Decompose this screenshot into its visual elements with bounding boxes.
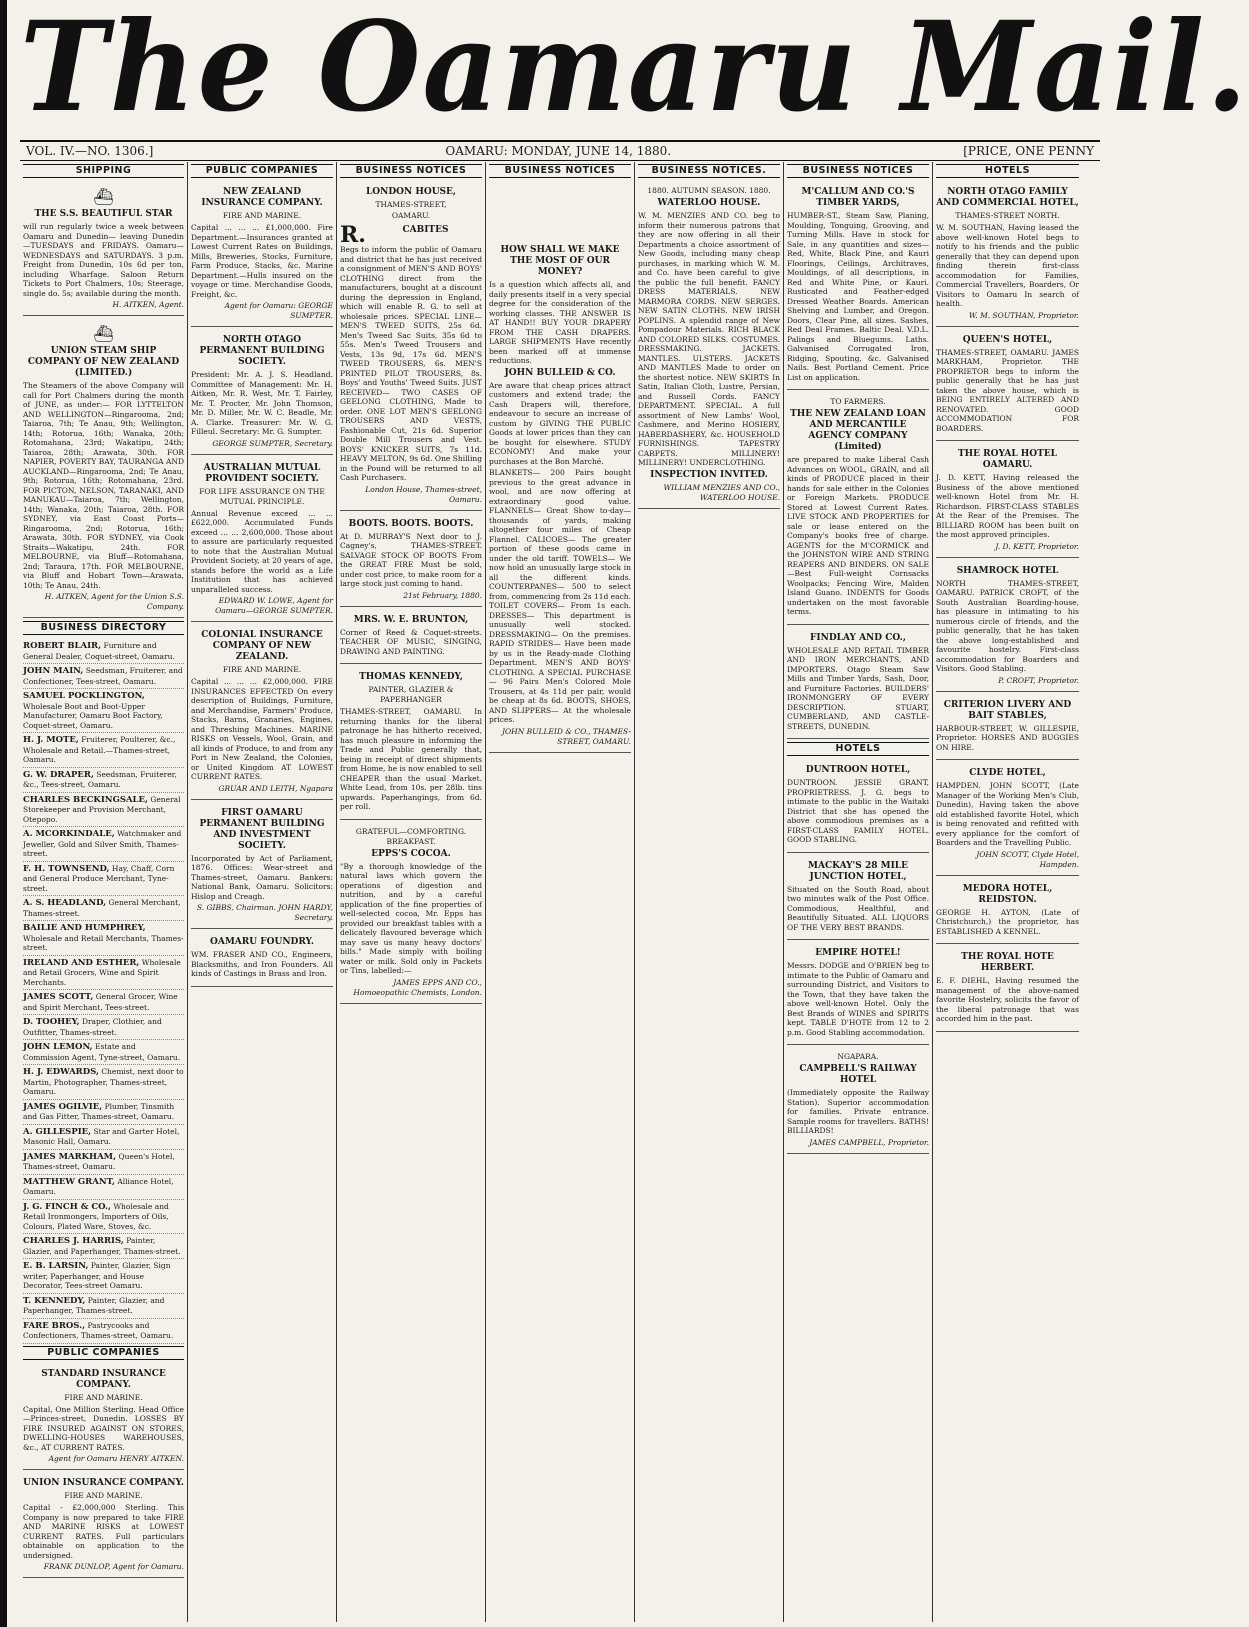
ad-title: EMPIRE HOTEL! — [815, 948, 901, 958]
directory-entry-name: J. G. FINCH & CO., — [23, 1201, 111, 1212]
ad-title: BOOTS. BOOTS. BOOTS. — [348, 518, 474, 529]
ad-north-otago-building-society — [191, 330, 333, 455]
directory-entry-desc: Wholesale and Retail Merchants, Thames-street. — [23, 933, 184, 952]
columns — [20, 162, 1100, 1622]
column-2 — [188, 162, 337, 1622]
directory-entry-name: JAMES SCOTT, — [23, 992, 94, 1002]
ad-standard-insurance — [23, 1364, 184, 1471]
ad-body: HARBOUR-STREET, W. GILLESPIE, Proprietor. HORSES AND BUGGIES ON HIRE. — [936, 723, 1079, 752]
ad-signature: JAMES CAMPBELL, Proprietor. — [809, 1137, 929, 1147]
ad-signature: JAMES EPPS AND CO., Homoeopathic Chemists, London. — [353, 977, 482, 997]
ad-body: Begs to inform the public of Oamaru and district that he has just received a consignment of MEN'S AND BOYS' CLOTHING direct from the manufacturers, bought at a discount during the depression in England, which will enable R. G. to sell at wholesale prices. SPECIAL LINE— MEN'S TWEED SUITS, 25s 6d. Men's Tweed Sac Suits, 35s 6d to 55s. Men's Tweed Trousers and Vests, 13s 9d, 17s 6d. MEN'S TWEED TROUSERS, 6s. MEN'S PRINTED PILOT TROUSERS, 8s. Boys' and Youths' Tweed Suits. JUST RECEIVED— TWO CASES OF GEELONG CLOTHING, Made to order. ONE LOT MEN'S GEELONG TROUSERS AND VESTS, Fashionable Cut, 21s 6d. Superior Double Mill Trousers and Vest. BOYS' KNICKER SUITS, 7s 11d. HEAVY MELTON, 9s 6d. One Shilling in the Pound will be returned to all Cash Purchasers. — [340, 245, 482, 482]
ad-clyde-hotel — [936, 763, 1079, 876]
ad-body: WM. FRASER AND CO., Engineers, Blacksmiths, and Iron Founders. All kinds of Castings in Brass and Iron. — [191, 950, 333, 978]
directory-entry-name: JOHN MAIN, — [23, 666, 84, 676]
directory-entry-desc: Wholesale and Retail Grocers, Wine and Spirit Merchants. — [23, 957, 181, 987]
ad-medora-hotel — [936, 879, 1079, 945]
directory-entry — [23, 1125, 184, 1150]
ad-royal-hotel-herbert — [936, 947, 1079, 1032]
ad-title: OAMARU FOUNDRY. — [210, 937, 314, 947]
ad-australian-mutual — [191, 458, 333, 623]
ad-subtitle: FIRE AND MARINE. — [64, 1392, 143, 1402]
section-heading-hotels: HOTELS — [936, 164, 1079, 178]
directory-entry-name: D. TOOHEY, — [23, 1017, 80, 1027]
column-1 — [20, 162, 188, 1622]
directory-entry — [23, 768, 184, 793]
ad-title: COLONIAL INSURANCE COMPANY OF NEW ZEALAND. — [201, 630, 323, 662]
ad-royal-hotel — [936, 444, 1079, 558]
directory-list — [23, 639, 184, 1344]
directory-entry — [23, 956, 184, 991]
ad-title: MEDORA HOTEL, REIDSTON. — [962, 883, 1053, 905]
directory-entry-desc: General Storekeeper and Provision Merchant, Otepopo. — [23, 794, 181, 824]
ad-waterloo-house — [638, 182, 780, 509]
ad-title: NORTH OTAGO FAMILY AND COMMERCIAL HOTEL, — [936, 187, 1079, 208]
ad-title: LONDON HOUSE, — [365, 187, 457, 197]
ad-title: CRITERION LIVERY AND BAIT STABLES, — [943, 699, 1072, 721]
ad-beautiful-star — [23, 182, 184, 316]
directory-entry-name: A. GILLESPIE, — [23, 1126, 92, 1137]
ad-invite: INSPECTION INVITED. — [650, 469, 768, 480]
ad-signature: H. AITKEN, Agent. — [112, 300, 184, 309]
directory-entry-name: JOHN LEMON, — [23, 1042, 93, 1052]
directory-entry-desc: Furniture and General Dealer, Coquet-street, Oamaru. — [23, 641, 175, 661]
ad-thomas-kennedy — [340, 667, 482, 820]
ad-criterion-stables — [936, 695, 1079, 761]
ad-body: DUNTROON. JESSIE GRANT, PROPRIETRESS. J. G. begs to intimate to the public in the Waitaki District that she has opened the above commodious premises as a FIRST-CLASS FAMILY HOTEL. GOOD STABLING. — [787, 778, 929, 844]
ad-signature: S. GIBBS, Chairman. JOHN HARDY, Secretary. — [196, 903, 333, 922]
ad-body: W. M. MENZIES AND CO. beg to inform their numerous patrons that they are now offering in all their Departments a choice assortment of New Goods, including many cheap purchases, in marking which W. M. and Co. have been careful to give the public the full benefit. FANCY DRESS MATERIALS. NEW MARMORA CORDS. NEW SERGES. NEW SATIN CLOTHS. NEW IRISH POPLINS. A splendid range of New Pompadour Materials. RICH BLACK AND COLORED SILKS. COSTUMES. DRESSMAKING. JACKETS. MANTLES. ULSTERS. JACKETS AND MANTLES Made to order on the shortest notice. NEW SKIRTS In Satin, Italian Cloth, Lustre, Persian, and Russell Cords. FANCY DEPARTMENT. SPECIAL. A full assortment of New Lambs' Wool, Cashmere, and Merino HOSIERY, HABERDASHERY, &c. HOUSEHOLD FURNISHINGS. TAPESTRY CARPETS. MILLINERY! MILLINERY! UNDERCLOTHING. — [638, 211, 780, 467]
directory-entry — [23, 1100, 184, 1125]
ad-title: THE ROYAL HOTE HERBERT. — [961, 952, 1054, 973]
ad-body: GEORGE H. AYTON, (Late of Christchurch,) the proprietor, has ESTABLISHED A KENNEL. — [936, 907, 1079, 936]
ad-title: THE NEW ZEALAND LOAN AND MERCANTILE AGENCY COMPANY (Limited) — [790, 409, 926, 452]
ad-body: will run regularly twice a week between Oamaru and Dunedin— leaving Dunedin—TUESDAYS and FRIDAYS. Oamaru—WEDNESDAYS and SATURDAYS. 3 p.m. Freight from Dunedin, 10s 6d per ton, including Wharfage. Saloon Return Tickets to Port Chalmers, 10s; Steerage, single do. 5s; available during the month. — [23, 222, 184, 298]
directory-entry-name: A. MCORKINDALE, — [23, 829, 115, 839]
ad-signature: Agent for Oamaru: GEORGE SUMPTER. — [224, 301, 333, 320]
column-7 — [933, 162, 1082, 1622]
ad-title: MACKAY'S 28 MILE JUNCTION HOTEL, — [808, 860, 908, 882]
directory-entry — [23, 793, 184, 828]
ad-title: FINDLAY AND CO., — [810, 632, 906, 643]
ad-queens-hotel — [936, 330, 1079, 442]
ad-empire-hotel — [787, 943, 929, 1045]
issue-date: OAMARU: MONDAY, JUNE 14, 1880. — [445, 144, 672, 158]
directory-entry-name: FARE BROS., — [23, 1320, 86, 1331]
ad-body: Capital, One Million Sterling. Head Office—Princes-street, Dunedin. LOSSES BY FIRE INSURED AGAINST ON STORES, DWELLING-HOUSES WAREHOUSES, &c., AT CURRENT RATES. — [23, 1404, 184, 1452]
ad-body: HUMBER-ST., Steam Saw, Planing, Moulding, Tonguing, Grooving, and Turning Mills. Have in stock for Sale, in any quantities and sizes— Red, White, Black Pine, and Kauri Floorings, Ceilings, Architraves, Mouldings, of all descriptions, in Red and White Pine, or Kauri. Rusticated and Feather-edged Dressed Weather Boards. American Shelving and Lumber, and Oregon. Doors, Clear Pine, all sizes. Sashes, Red Deal Frames. Baltic Deal. V.D.L. Palings and Bluegums. Laths. Galvanised Corrugated Iron, Ridging, Spouting, &c. Galvanised Nails. Best Portland Cement. Price List on application. — [787, 211, 929, 382]
directory-entry-desc: Seedsman, Fruiterer, &c., Tees-street, Oamaru. — [23, 769, 177, 789]
ad-nz-insurance — [191, 182, 333, 327]
ad-boots — [340, 514, 482, 607]
ad-title: DUNTROON HOTEL, — [805, 765, 911, 775]
directory-entry-name: ROBERT BLAIR, — [23, 641, 102, 651]
directory-entry-desc: Painter, Glazier, Sign writer, Paperhanger, and House Decorator, Tees-street Oamaru. — [23, 1261, 171, 1290]
ad-subtitle: THAMES-STREET, — [375, 200, 447, 209]
directory-entry-desc: Painter, Glazier, and Paperhanger, Thames-street. — [23, 1295, 165, 1315]
directory-entry-name: SAMUEL POCKLINGTON, — [23, 691, 145, 701]
directory-entry — [23, 689, 184, 733]
directory-entry-name: H. J. MOTE, — [23, 735, 79, 745]
ad-body: (Immediately opposite the Railway Station). Superior accommodation for families. Private entrance. Sample rooms for travellers. BATHS! BILLIARDS! — [787, 1088, 929, 1135]
ad-body: Capital ... ... ... £1,000,000. Fire Department.—Insurances granted at Lowest Current Rates on Buildings, Mills, Breweries, Stocks, Furniture, Farm Produce, Stacks, &c. Marine Department.—Hulls insured on the voyage or time. Merchandise Goods, Freight, &c. — [191, 223, 333, 299]
ad-title: UNION STEAM SHIP COMPANY OF NEW ZEALAND (LIMITED.) — [27, 346, 180, 378]
ad-title: QUEEN'S HOTEL, — [962, 334, 1053, 345]
ad-subtitle: THAMES-STREET NORTH. — [955, 211, 1060, 220]
binding-edge — [0, 0, 7, 1627]
directory-entry — [23, 896, 184, 921]
section-heading-business-notices: BUSINESS NOTICES — [489, 164, 631, 178]
ad-title: MRS. W. E. BRUNTON, — [353, 614, 469, 625]
ad-campbell-railway-hotel — [787, 1048, 929, 1154]
ad-body: Is a question which affects all, and daily presents itself in a very special degree for the consideration of the working classes. THE ANSWER IS AT HAND!! BUY YOUR DRAPERY FROM THE CASH DRAPERS. LARGE SHIPMENTS Have recently been marked off at immense reductions. — [489, 280, 631, 365]
ad-subtitle: FIRE AND MARINE. — [64, 1491, 143, 1500]
ad-body: "By a thorough knowledge of the natural laws which govern the operations of digestion and nutrition, and by a careful application of the fine properties of well-selected cocoa, Mr. Epps has provided our breakfast tables with a delicately flavoured beverage which may save us many heavy doctors' bills." Made simply with boiling water or milk. Sold only in Packets or Tins, labelled:— — [340, 861, 482, 975]
directory-entry-name: IRELAND AND ESTHER, — [23, 957, 140, 968]
directory-entry-desc: Wholesale Boot and Boot-Upper Manufacturer, Oamaru Boot Factory, Coquet-street, Oamaru. — [23, 701, 163, 730]
ad-body: Incorporated by Act of Parliament, 1876. Offices: Wear-street and Thames-street, Oamaru. Bankers: National Bank, Oamaru. Solicitors: Hislop and Creagh. — [191, 853, 333, 901]
ad-signature: WILLIAM MENZIES AND CO., WATERLOO HOUSE. — [663, 482, 780, 502]
ad-signature: JOHN BULLEID & CO., THAMES-STREET, OAMARU. — [502, 726, 631, 746]
ad-product-lines: BLANKETS— 200 Pairs bought previous to the great advance in wool, and are now offering at extraordinary good value. FLANNELS— Great Show to-day—thousands of yards, making altogether four miles of Cheap Flannel. CALICOES— The greater portion of these goods came in under the old tariff. TOWELS— We now hold an unusually large stock in all the different kinds. COUNTERPANES— 500 to select from, commencing from 2s 11d each. TOILET COVERS— From 1s each. DRESSES— This department is unusually well stocked. DRESSMAKING— On the premises. RAPID STRIDES— Have been made by us in the Ready-made Clothing Department. MEN'S AND BOYS' CLOTHING. A SPECIAL PURCHASE— 96 Pairs Men's Colored Mole Trousers, at 4s 11d per pair, would be cheap at 8s 6d. BOOTS, SHOES, AND SLIPPERS— At the wholesale prices. — [489, 468, 632, 724]
ad-title: CAMPBELL'S RAILWAY HOTEL — [799, 1064, 917, 1085]
directory-entry-name: JAMES MARKHAM, — [23, 1151, 117, 1162]
ad-title: FIRST OAMARU PERMANENT BUILDING AND INVESTMENT SOCIETY. — [199, 807, 325, 851]
ad-title: AUSTRALIAN MUTUAL PROVIDENT SOCIETY. — [203, 462, 321, 484]
ad-subtitle: PAINTER, GLAZIER & PAPERHANGER — [368, 685, 454, 704]
directory-entry — [23, 639, 184, 664]
ad-cash-drapers — [489, 182, 631, 753]
ad-title: CLYDE HOTEL, — [969, 768, 1046, 778]
ad-body: Messrs. DODGE and O'BRIEN beg to intimate to the Public of Oamaru and surrounding District, and Visitors to the Town, that they have taken the above well-known Hotel. Only the Best Brands of WINES and SPIRITS kept. TABLE D'HOTE from 12 to 2 p.m. Good Stabling accommodation. — [787, 961, 929, 1037]
directory-entry-name: T. KENNEDY, — [23, 1295, 86, 1306]
ad-place: OAMARU. — [391, 211, 431, 220]
directory-entry-desc: Fruiterer, Poulterer, &c., Wholesale and Retail.—Thames-street, Oamaru. — [23, 735, 176, 764]
ad-body: The Steamers of the above Company will call for Port Chalmers during the month of JUNE, as under:— FOR LYTTELTON AND WELLINGTON—Ringarooma, 2nd; Taiaroa, 7th; Te Anau, 9th; Wellington, 14th; Rotorua, 16th; Wanaka, 20th; Rotomahana, 23rd; Wakatipu, 24th; Taiaroa, 28th; Arawata, 30th. FOR NAPIER, POVERTY BAY, TAURANGA AND AUCKLAND—Ringarooma, 2nd; Te Anau, 9th; Rotorua, 16th; Rotomahana, 23rd. FOR PICTON, NELSON, TARANAKI, AND MANUKAU—Taiaroa, 7th; Wellington, 14th; Wanaka, 20th; Taiaroa, 28th. FOR SYDNEY, via East Coast Ports—Ringarooma, 2nd; Rotorua, 16th; Arawata, 30th. FOR SYDNEY, via Cook Straits—Wakatipu, 24th. FOR MELBOURNE, via Bluff—Rotomahana, 2nd; Taraura, 17th. FOR MELBOURNE, via Bluff and Hobart Town—Arawata, 10th; Te Anau, 24th. — [23, 381, 184, 590]
section-heading-public-companies: PUBLIC COMPANIES — [191, 164, 333, 178]
directory-entry-desc: Painter, Glazier, and Paperhanger, Thames-street. — [23, 1236, 181, 1256]
ad-body: Situated on the South Road, about two minutes walk of the Post Office. Commodious, Healthful, and Beautifully Situated. ALL LIQUORS OF THE VERY BEST BRANDS. — [787, 884, 929, 932]
ad-body: HAMPDEN. JOHN SCOTT, (Late Manager of the Working Men's Club, Dunedin), Having taken the above old established favorite Hotel, which is being renovated and refitted with every appliance for the comfort of Boarders and the Travelling Public. — [936, 781, 1079, 847]
directory-entry-desc: Chemist, next door to Martin, Photographer, Thames-street, Oamaru. — [23, 1067, 184, 1096]
directory-entry-desc: Wholesale and Retail Ironmongers, Importers of Oils, Colours, Plated Ware, Stoves, &c. — [23, 1201, 169, 1231]
ad-signature: GRUAR AND LEITH, Ngapara — [218, 783, 333, 793]
ad-body: NORTH THAMES-STREET, OAMARU. PATRICK CROFT, of the South Australian Boarding-house, has pleasure in intimating to his numerous circle of friends, and the public generally, that he has taken the above long-established and favourite hostelry. First-class accommodation for Boarders and Visitors. Good Stabling. — [936, 578, 1079, 673]
ad-body: Capital - £2,000,000 Sterling. This Company is now prepared to take FIRE AND MARINE RISKS at LOWEST CURRENT RATES. Full particulars obtainable on application to the undersigned. — [23, 1503, 184, 1560]
directory-entry-desc: Plumber, Tinsmith and Gas Fitter, Thames-street, Oamaru. — [23, 1101, 175, 1121]
ad-body: President: Mr. A. J. S. Headland. Committee of Management: Mr. H. Aitken, Mr. R. West, Mr. T. Fairley, Mr. T. Procter, Mr. John Thomson, Mr. D. Miller, Mr. W. C. Beadle, Mr. A. Clarke. Treasurer: Mr. W. G. Filleul. Secretary: Mr. G. Sumpter. — [191, 370, 333, 436]
ad-london-house — [340, 182, 482, 511]
ad-body: Are aware that cheap prices attract customers and extend trade; the Cash Drapers will, therefore, endeavour to secure an increase of custom by GIVING THE PUBLIC Goods at lower prices than they can be bought for elsewhere. STUDY ECONOMY! And make your purchases at the Bon Marché. — [489, 380, 631, 466]
ad-title: M'CALLUM AND CO.'S TIMBER YARDS, — [801, 187, 915, 208]
directory-entry-desc: Star and Garter Hotel, Masonic Hall, Oamaru. — [23, 1126, 180, 1146]
ad-north-otago-hotel — [936, 182, 1079, 327]
ad-title: UNION INSURANCE COMPANY. — [23, 1478, 184, 1488]
ad-body: J. D. KETT, Having released the Business of the above mentioned well-known Hotel from Mr. H. Richardson. FIRST-CLASS STABLES At the Rear of the Premises. The BILLIARD ROOM has been built on the most approved principles. — [936, 473, 1079, 539]
ad-brunton — [340, 610, 482, 665]
directory-entry-name: CHARLES J. HARRIS, — [23, 1236, 124, 1246]
ad-body: W. M. SOUTHAN, Having leased the above well-known Hotel begs to notify to his friends and the public generally that they can depend upon finding therein first-class accommodation for Families, Commercial Travellers, Boarders, Or Visitors to Oamaru In search of health. — [936, 223, 1079, 308]
directory-entry — [23, 1234, 184, 1259]
ad-mccallum-timber — [787, 182, 929, 390]
directory-entry-desc: Seedsman, Fruiterer, and Confectioner, Tees-street, Oamaru. — [23, 666, 183, 686]
ad-signature: H. AITKEN, Agent for the Union S.S. Company. — [44, 592, 184, 611]
ad-body: THAMES-STREET, OAMARU. JAMES MARKHAM, Proprietor. THE PROPRIETOR begs to inform the public generally that he has just taken the above house, which is BEING ENTIRELY ALTERED AND RENOVATED. GOOD ACCOMMODATION FOR BOARDERS. — [936, 347, 1079, 433]
directory-entry — [23, 733, 184, 768]
volume-number: VOL. IV.—NO. 1306.] — [26, 144, 154, 158]
ad-title: THE S.S. BEAUTIFUL STAR — [34, 209, 173, 219]
directory-entry-desc: Draper, Clothier, and Outfitter, Thames-street. — [23, 1017, 162, 1037]
directory-entry — [23, 990, 184, 1015]
dateline — [20, 140, 1100, 161]
ad-title: NEW ZEALAND INSURANCE COMPANY. — [201, 187, 323, 208]
ad-name: CABITES — [402, 225, 449, 235]
ad-body: WHOLESALE AND RETAIL TIMBER AND IRON MERCHANTS, AND IMPORTERS. Otago Steam Saw Mills and Timber Yards, Sash, Door, and Furniture Factories. BUILDERS' IRONMONGERY OF EVERY DESCRIPTION. STUART, CUMBERLAND, AND CASTLE-STREETS, DUNEDIN. — [787, 645, 929, 731]
ad-place: NGAPARA. — [837, 1052, 879, 1061]
ad-body: At D. MURRAY'S Next door to J. Cagney's, THAMES-STREET. SALVAGE STOCK OF BOOTS From the GREAT FIRE Must be sold, under cost price, to make room for a large stock just coming to hand. — [340, 531, 482, 588]
ad-title: SHAMROCK HOTEL — [956, 565, 1059, 576]
ad-signature: Agent for Oamaru HENRY AITKEN. — [48, 1454, 184, 1463]
section-heading-business-directory: BUSINESS DIRECTORY — [23, 621, 184, 635]
directory-entry-name: BAILIE AND HUMPHREY, — [23, 923, 146, 933]
directory-entry — [23, 664, 184, 689]
directory-entry-name: A. S. HEADLAND, — [23, 898, 107, 908]
ad-signature: EDWARD W. LOWE, Agent for Oamaru—GEORGE SUMPTER. — [215, 596, 333, 615]
ad-signature: GEORGE SUMPTER, Secretary. — [212, 438, 333, 448]
directory-entry — [23, 827, 184, 862]
ad-title: NORTH OTAGO PERMANENT BUILDING SOCIETY. — [199, 335, 325, 367]
ad-subtitle: FIRE AND MARINE. — [222, 211, 302, 220]
drop-initial: R. — [340, 222, 366, 248]
ad-subtitle: FOR LIFE ASSURANCE ON THE MUTUAL PRINCIPLE. — [199, 486, 325, 506]
directory-entry-desc: Queen's Hotel, Thames-street, Oamaru. — [23, 1151, 175, 1171]
ad-colonial-insurance — [191, 625, 333, 800]
directory-entry — [23, 1040, 184, 1065]
ad-signature: JOHN SCOTT, Clyde Hotel, Hampden. — [976, 849, 1079, 869]
ad-subtitle: FIRE AND MARINE. — [222, 665, 302, 674]
ad-body: Corner of Reed & Coquet-streets. TEACHER OF MUSIC, SINGING, DRAWING AND PAINTING. — [340, 627, 482, 656]
ad-title: THE ROYAL HOTEL OAMARU. — [957, 449, 1058, 470]
directory-entry — [23, 862, 184, 897]
directory-entry-name: MATTHEW GRANT, — [23, 1176, 115, 1187]
ad-signature: P. CROFT, Proprietor. — [998, 675, 1079, 685]
column-3 — [337, 162, 486, 1622]
price: [PRICE, ONE PENNY — [963, 144, 1094, 158]
directory-entry — [23, 1294, 184, 1319]
ad-first-oamaru-building — [191, 803, 333, 930]
directory-entry-name: E. B. LARSIN, — [23, 1261, 89, 1271]
ad-nz-loan-mercantile — [787, 393, 929, 625]
ad-date: 21st February, 1880. — [403, 590, 482, 600]
section-heading-business-notices: BUSINESS NOTICES — [787, 164, 929, 178]
directory-entry — [23, 1150, 184, 1175]
directory-entry — [23, 1259, 184, 1294]
ad-body: E. F. DIEHL, Having resumed the management of the above-named favorite Hostelry, solicits the favor of the liberal patronage that was accorded him in the past. — [936, 976, 1079, 1023]
ad-oamaru-foundry — [191, 932, 333, 987]
directory-entry-name: H. J. EDWARDS, — [23, 1067, 99, 1077]
ad-body: Capital ... ... ... £2,000,000. FIRE INSURANCES EFFECTED On every description of Buildings, Furniture, and Merchandise, Farmers' Produce, Stacks, Barns, Granaries, Engines, and Threshing Machines. MARINE RISKS on Vessels, Wool, Grain, and all kinds of Produce, to and from any Port in New Zealand, the Colonies, or United Kingdom AT LOWEST CURRENT RATES. — [191, 677, 333, 781]
section-heading-business-notices: BUSINESS NOTICES — [340, 164, 482, 178]
masthead-title: The Oamaru Mail. — [20, 0, 1249, 140]
ad-company: JOHN BULLEID & CO. — [504, 367, 616, 378]
ad-body: are prepared to make Liberal Cash Advances on WOOL, GRAIN, and all kinds of PRODUCE placed in their hands for sale either in the Colonies or Foreign Markets. PRODUCE Stored at Lowest Current Rates. LIVE STOCK AND PROPERTIES for sale or lease entered on the Company's books free of charge. AGENTS for the M'CORMICK and the JOHNSTON WIRE AND STRING REAPERS AND BINDERS. ON SALE—Best Full-weight Cornsacks Woolpacks; Fencing Wire, Malden Island Guano. INDENTS for Goods undertaken on the most favorable terms. — [787, 455, 929, 616]
ad-union-steam-ship — [23, 319, 184, 618]
section-heading-shipping: SHIPPING — [23, 164, 184, 178]
ad-title: STANDARD INSURANCE COMPANY. — [41, 1368, 166, 1390]
ad-signature: FRANK DUNLOP, Agent for Oamaru. — [43, 1562, 184, 1571]
directory-entry-desc: Hay, Chaff, Corn and General Produce Merchant, Tyne-street. — [23, 863, 175, 893]
ad-shamrock-hotel — [936, 561, 1079, 692]
ad-signature: J. D. KETT, Proprietor. — [995, 541, 1079, 551]
ad-title: WATERLOO HOUSE. — [657, 198, 761, 208]
directory-entry-desc: Alliance Hotel, Oamaru. — [23, 1176, 174, 1196]
ad-duntroon-hotel — [787, 760, 929, 853]
directory-entry — [23, 1015, 184, 1040]
ad-findlay — [787, 628, 929, 740]
directory-entry-name: G. W. DRAPER, — [23, 769, 94, 780]
ad-title: THOMAS KENNEDY, — [359, 672, 463, 682]
section-heading-business-notices: BUSINESS NOTICES. — [638, 164, 780, 178]
directory-entry-desc: General Grocer, Wine and Spirit Merchant, Tees-street. — [23, 992, 178, 1012]
directory-entry — [23, 1200, 184, 1235]
directory-entry-desc: Estate and Commission Agent, Tyne-street, Oamaru. — [23, 1042, 181, 1062]
ad-mackay-hotel — [787, 856, 929, 941]
steamship-icon: ⛴ — [93, 324, 114, 343]
steamship-icon: ⛴ — [93, 187, 114, 206]
directory-entry — [23, 1319, 184, 1344]
directory-entry — [23, 921, 184, 956]
directory-entry-name: F. H. TOWNSEND, — [23, 863, 110, 874]
column-5 — [635, 162, 784, 1622]
section-heading-public-companies: PUBLIC COMPANIES — [23, 1346, 184, 1360]
ad-subtitle: GRATEFUL—COMFORTING. BREAKFAST. — [355, 826, 467, 846]
directory-entry-name: CHARLES BECKINGSALE, — [23, 794, 148, 805]
directory-entry-name: JAMES OGILVIE, — [23, 1101, 103, 1112]
ad-signature: W. M. SOUTHAN, Proprietor. — [968, 310, 1079, 320]
ad-signature: London House, Thames-street, Oamaru. — [365, 484, 482, 504]
directory-entry-desc: General Merchant, Thames-street. — [23, 898, 181, 918]
ad-subtitle: TO FARMERS. — [830, 397, 886, 406]
column-4 — [486, 162, 635, 1622]
ad-epps-cocoa — [340, 823, 482, 1004]
section-heading-hotels: HOTELS — [787, 742, 929, 756]
ad-title: HOW SHALL WE MAKE THE MOST OF OUR MONEY? — [500, 245, 620, 277]
column-6 — [784, 162, 933, 1622]
directory-entry-desc: Pastrycooks and Confectioners, Thames-street, Oamaru. — [23, 1320, 174, 1340]
directory-entry-desc: Watchmaker and Jeweller, Gold and Silver Smith, Thames-street. — [23, 829, 182, 858]
directory-entry — [23, 1065, 184, 1100]
ad-season: 1880. AUTUMN SEASON. 1880. — [647, 186, 771, 195]
ad-union-insurance — [23, 1473, 184, 1578]
directory-entry — [23, 1175, 184, 1200]
ad-title: EPPS'S COCOA. — [371, 848, 451, 859]
ad-body: THAMES-STREET, OAMARU. In returning thanks for the liberal patronage he has hitherto received, has much pleasure in informing the Trade and Public generally that, being in receipt of direct shipments from Home, he is now enabled to sell CHEAPER than the usual Market. White Lead, from 10s. per 28lb. tins upwards. Paperhangings, from 6d. per roll. — [340, 707, 482, 811]
ad-body: Annual Revenue exceed ... ... £622,000. Accumulated Funds exceed ... ... 2,600,000. Those about to assure are particularly requested to note that the Australian Mutual Provident Society, at 20 years of age, stands before the world as a Life Institution that has achieved unparalleled success. — [191, 508, 333, 594]
